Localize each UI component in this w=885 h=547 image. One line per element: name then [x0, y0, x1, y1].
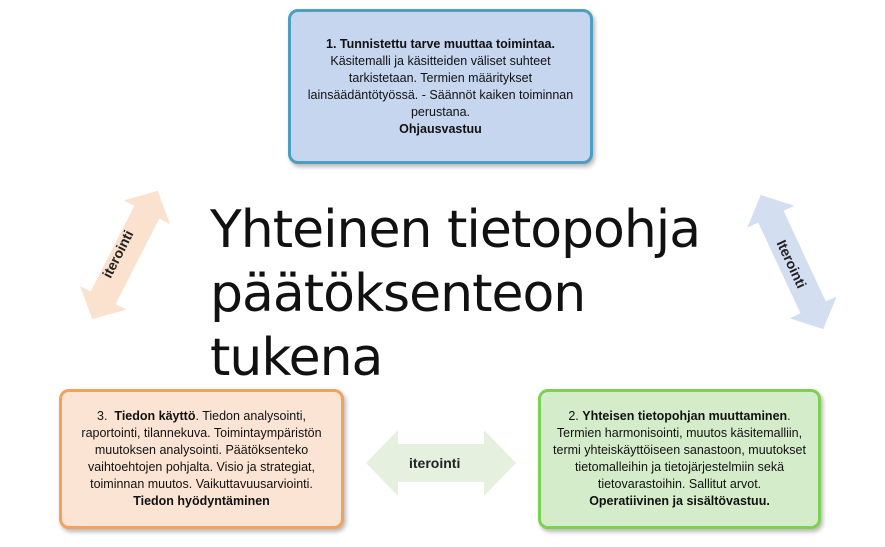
step-3-footer: Tiedon hyödyntäminen	[133, 494, 270, 508]
left-arrow-label: iterointi	[98, 227, 137, 281]
step-3-heading: Tiedon käyttö	[114, 409, 196, 423]
step-2-box: 2. Yhteisen tietopohjan muuttaminen. Termien harmonisointi, muutos käsitemalliin, termi yhteiskäyttöiseen sanastoon, muutokset tietomalleihin ja tietojärjestelmiin sekä tietovarastoihin. Sallitut arvot. Operatiivinen ja sisältövastuu.	[538, 389, 821, 529]
bottom-arrow-label: iterointi	[409, 455, 461, 471]
step-2-footer: Operatiivinen ja sisältövastuu.	[589, 494, 770, 508]
step-3-body: Tiedon analysointi, raportointi, tilannekuva. Toimintaympäristön muutoksen analysointi. Päätöksenteko vaihtoehtojen pohjalta. Visio ja strategiat, toiminnan muutos. Vaikuttavuusarviointi.	[81, 409, 322, 491]
step-3-box: 3. Tiedon käyttö. Tiedon analysointi, raportointi, tilannekuva. Toimintaympäristön muutoksen analysointi. Päätöksenteko vaihtoehtojen pohjalta. Visio ja strategiat, toiminnan muutos. Vaikuttavuusarviointi. Tiedon hyödyntäminen	[59, 389, 344, 529]
step-1-body: Käsitemalli ja käsitteiden väliset suhteet tarkistetaan. Termien määritykset lainsäädäntötyössä. - Säännöt kaiken toiminnan perustana.	[307, 53, 574, 119]
center-title-line2: päätöksenteon tukena	[210, 264, 586, 388]
step-1-heading: 1. Tunnistettu tarve muuttaa toimintaa.	[326, 36, 555, 51]
step-2-body: Termien harmonisointi, muutos käsitemalliin, termi yhteiskäyttöiseen sanastoon, muutokset tietomalleihin ja tietojärjestelmiin sekä tietovarastoihin. Sallitut arvot.	[553, 426, 806, 491]
center-title-line1: Yhteinen tietopohja	[210, 200, 701, 260]
step-3-number: 3.	[97, 409, 108, 423]
step-1-footer: Ohjausvastuu	[399, 121, 482, 136]
step-1-box	[288, 9, 593, 164]
step-2-number: 2.	[568, 409, 579, 423]
step-2-heading: Yhteisen tietopohjan muuttaminen	[582, 409, 788, 423]
right-arrow-label: Iterointi	[773, 237, 810, 291]
center-title	[210, 198, 770, 390]
